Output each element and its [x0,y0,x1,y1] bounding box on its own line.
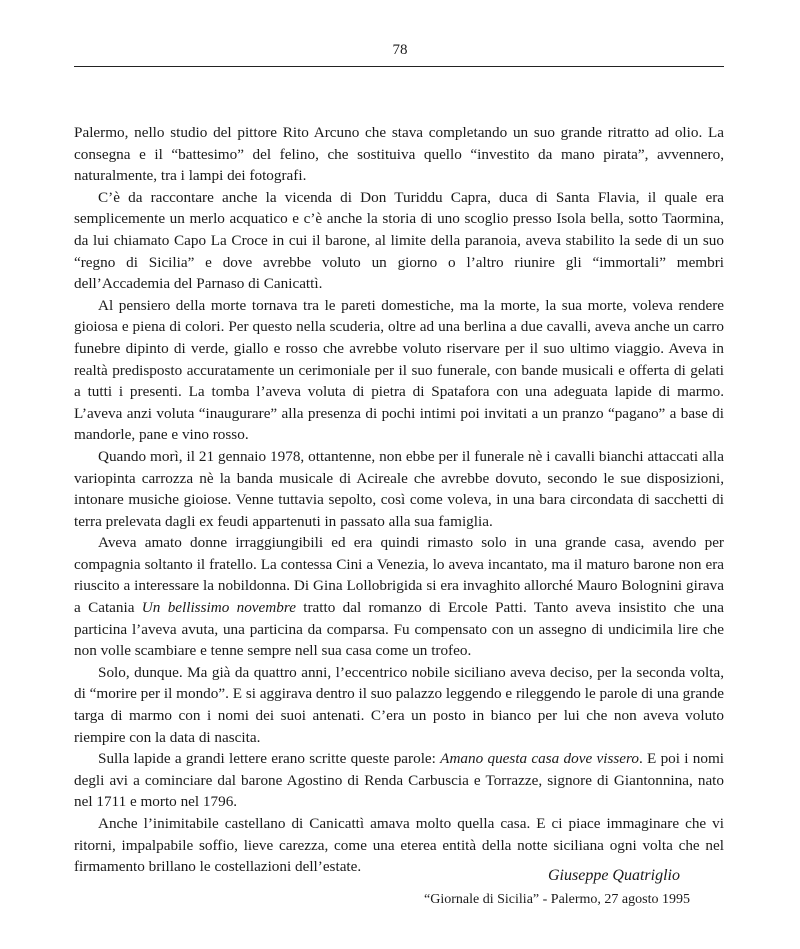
paragraph [74,187,724,295]
paragraph-text: Quando morì, il 21 gennaio 1978, ottantenne, non ebbe per il funerale nè i cavalli bianchi attaccati alla variopinta carrozza nè la banda musicale di Acireale che avrebbe dovuto, secondo le sue disposizioni, intonare musiche gioiose. Venne tuttavia sepolto, così come voleva, in una bara circondata di sacchetti di terra prelevata dagli ex feudi appartenuti in passato alla sua famiglia. [74,447,724,530]
paragraph [74,295,724,446]
paragraph [74,446,724,532]
paragraph-text: . E poi i nomi degli avi a cominciare dal barone Agostino di Renda Carbuscia e Torrazze, signore di Giantonnina, nato nel 1711 e morto nel 1796. [74,750,725,811]
paragraph-text: tratto dal romanzo di Ercole Patti. Tanto aveva insistito che una particina l’aveva avuta, una particina da comparsa. Fu compensato con un assegno di undicimila lire che non volle scambiare e tenne sempre nell sua casa come un trofeo. [74,599,724,660]
italic-title: Amano questa casa dove vissero [440,750,639,768]
paragraph-text: Solo, dunque. Ma già da quattro anni, l’eccentrico nobile siciliano aveva deciso, per la seconda volta, di “morire per il mondo”. E si aggirava dentro il suo palazzo leggendo e rileggendo le parole di una grande targa di marmo con i nomi dei suoi antenati. C’era un posto in bianco per lui che non aveva voluto riempire con la data di nascita. [74,663,724,746]
paragraph-text: Al pensiero della morte tornava tra le pareti domestiche, ma la morte, la sua morte, voleva rendere gioiosa e piena di colori. Per questo nella scuderia, oltre ad una berlina a due cavalli, aveva anche un carro funebre dipinto di verde, giallo e rosso che avrebbe voluto riservare per il suo ultimo viaggio. Aveva in realtà predisposto accuratamente un cerimoniale per il suo funerale, con bande musicali e offerta di gelati a tutti i presenti. La tomba l’aveva voluta di pietra di Spatafora con una adeguata lapide di marmo. L’aveva anzi voluta “inaugurare” alla presenza di pochi intimi poi invitati a un pranzo “pagano” a base di mandorle, pane e vino rosso. [74,296,724,444]
paragraph-text: C’è da raccontare anche la vicenda di Don Turiddu Capra, duca di Santa Flavia, il quale era semplicemente un merlo acquatico e c’è anche la storia di uno scoglio presso Isola bella, sotto Taormina, da lui chiamato Capo La Croce in cui il barone, al limite della paranoia, aveva stabilito la sede di un suo “regno di Sicilia” e dove avrebbe voluto un giorno o l’altro riunire gli “immortali” membri dell’Accademia del Parnaso di Canicattì. [74,188,724,293]
author-signature: Giuseppe Quatriglio [548,867,680,884]
paragraph [74,662,724,748]
italic-title: Un bellissimo novembre [141,599,296,617]
article-body [74,122,724,878]
header-rule [74,66,724,67]
paragraph [74,748,724,813]
paragraph-text: Anche l’inimitabile castellano di Canicattì amava molto quella casa. E ci piace immaginare che vi ritorni, impalpabile soffio, lieve carezza, come una eterea entità della notte siciliana ogni volta che nel firmamento brillano le costellazioni dell’estate. [74,815,724,876]
paragraph [74,532,724,662]
paragraph-text: Palermo, nello studio del pittore Rito Arcuno che stava completando un suo grande ritratto ad olio. La consegna e il “battesimo” del felino, che sostituiva quello “investito da mano pirata”, avvennero, naturalmente, tra i lampi dei fotografi. [74,124,724,185]
paragraph-text: Aveva amato donne irraggiungibili ed era quindi rimasto solo in una grande casa, avendo per compagnia soltanto il fratello. La contessa Cini a Venezia, lo aveva incantato, ma il maturo barone non era riuscito a interessare la nobildonna. Di Gina Lollobrigida si era invaghito allorché Mauro Bolognini girava a Catania [74,534,724,617]
publication-source: “Giornale di Sicilia” - Palermo, 27 agosto 1995 [424,892,690,907]
paragraph [74,122,724,187]
page-number: 78 [392,42,408,58]
paragraph-text: Sulla lapide a grandi lettere erano scritte queste parole: [98,750,441,768]
